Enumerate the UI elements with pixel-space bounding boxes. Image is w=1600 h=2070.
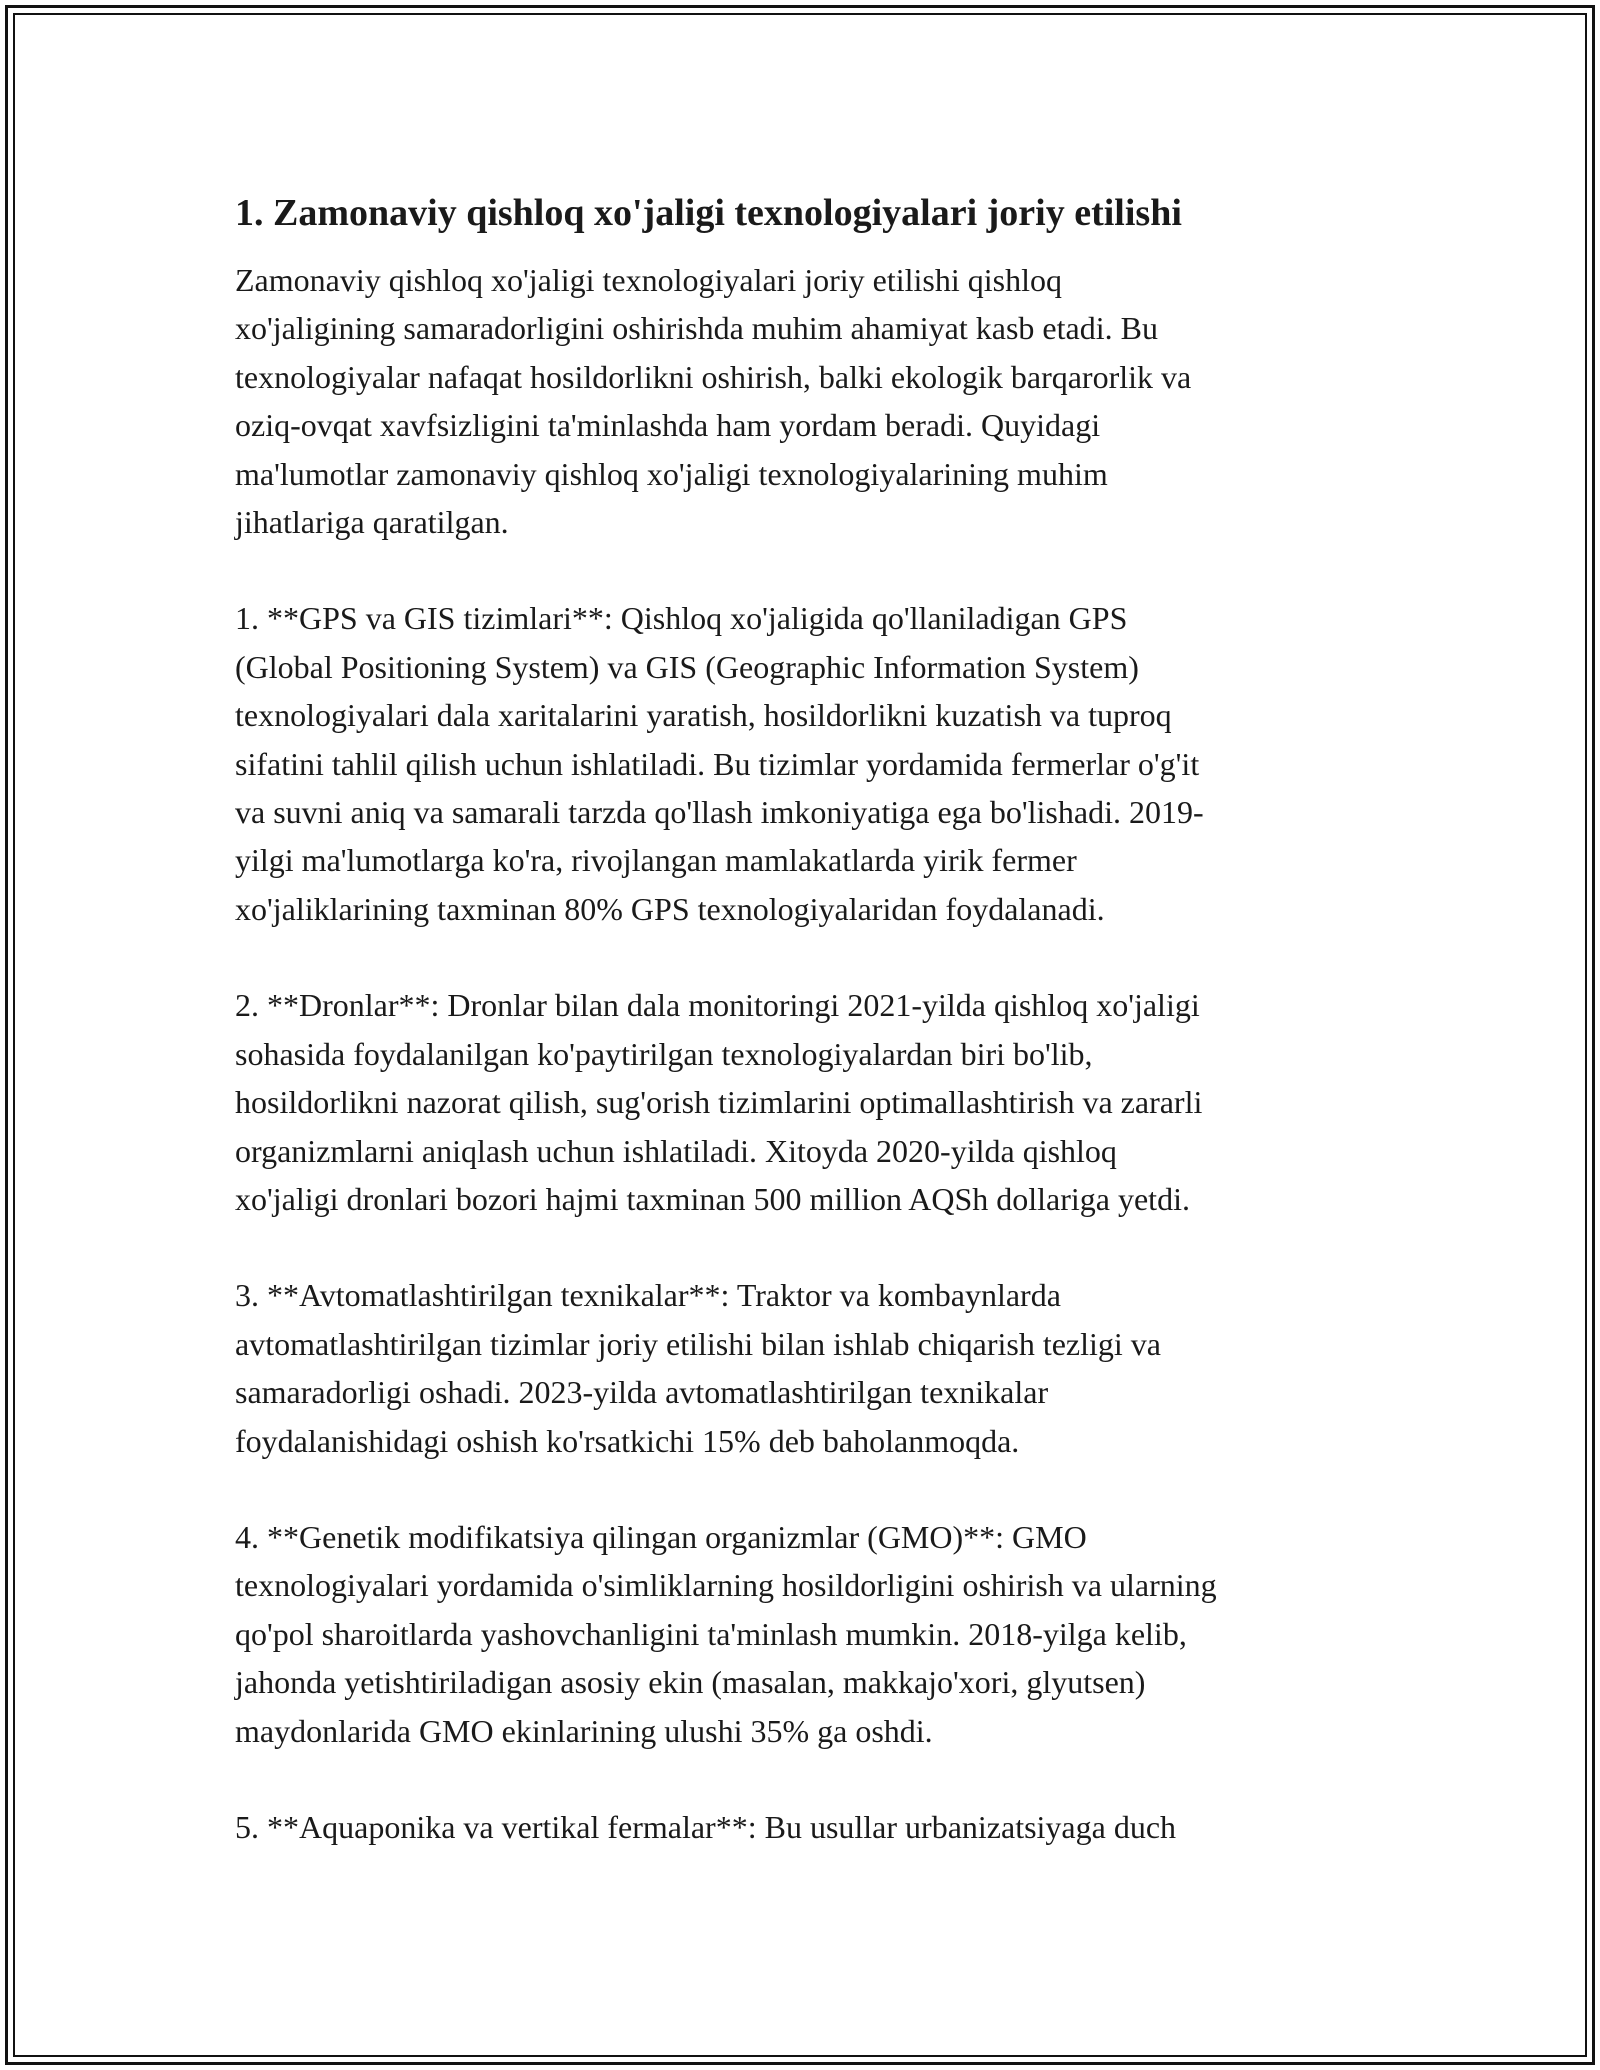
text-line: 1. **GPS va GIS tizimlari**: Qishloq xo'jaligida qo'llaniladigan GPS [235,600,1128,637]
item-automation [235,1271,1385,1465]
text-line: xo'jaligi dronlari bozori hajmi taxminan 500 million AQSh dollariga yetdi. [235,1180,1190,1217]
item-gmo [235,1513,1385,1755]
text-line: yilgi ma'lumotlarga ko'ra, rivojlangan mamlakatlarda yirik fermer [235,842,1077,879]
item-gps-gis [235,594,1385,933]
text-line: foydalanishidagi oshish ko'rsatkichi 15% deb baholanmoqda. [235,1422,1020,1459]
text-line: xo'jaliklarining taxminan 80% GPS texnologiyalaridan foydalanadi. [235,890,1105,927]
text-line: qo'pol sharoitlarda yashovchanligini ta'minlash mumkin. 2018-yilga kelib, [235,1615,1187,1652]
text-line: maydonlarida GMO ekinlarining ulushi 35% ga oshdi. [235,1712,933,1749]
text-line: 5. **Aquaponika va vertikal fermalar**: Bu usullar urbanizatsiyaga duch [235,1808,1177,1845]
text-line: texnologiyalar nafaqat hosildorlikni oshirish, balki ekologik barqarorlik va [235,358,1192,395]
text-line: 4. **Genetik modifikatsiya qilingan organizmlar (GMO)**: GMO [235,1518,1087,1555]
text-line: jahonda yetishtiriladigan asosiy ekin (masalan, makkajo'xori, glyutsen) [235,1664,1146,1701]
text-line: sohasida foydalanilgan ko'paytirilgan texnologiyalardan biri bo'lib, [235,1035,1093,1072]
text-line: jihatlariga qaratilgan. [235,504,509,541]
document-body [235,188,1385,1899]
document-title: 1. Zamonaviy qishloq xo'jaligi texnologiyalari joriy etilishi [235,192,1182,234]
text-line: va suvni aniq va samarali tarzda qo'llash imkoniyatiga ega bo'lishadi. 2019- [235,794,1204,831]
text-line: oziq-ovqat xavfsizligini ta'minlashda ham yordam beradi. Quyidagi [235,407,1101,444]
text-line: sifatini tahlil qilish uchun ishlatiladi. Bu tizimlar yordamida fermerlar o'g'it [235,745,1200,782]
text-line: texnologiyalari dala xaritalarini yaratish, hosildorlikni kuzatish va tuproq [235,697,1172,734]
text-line: texnologiyalari yordamida o'simliklarning hosildorligini oshirish va ularning [235,1567,1217,1604]
text-line: Zamonaviy qishloq xo'jaligi texnologiyalari joriy etilishi qishloq [235,262,1062,298]
text-line: samaradorligi oshadi. 2023-yilda avtomatlashtirilgan texnikalar [235,1374,1049,1411]
item-aquaponics [235,1803,1385,1851]
item-drones [235,981,1385,1223]
text-line: (Global Positioning System) va GIS (Geographic Information System) [235,648,1139,685]
text-line: ma'lumotlar zamonaviy qishloq xo'jaligi texnologiyalarining muhim [235,455,1108,492]
text-line: xo'jaligining samaradorligini oshirishda muhim ahamiyat kasb etadi. Bu [235,310,1158,347]
text-line: hosildorlikni nazorat qilish, sug'orish tizimlarini optimallashtirish va zararli [235,1084,1203,1121]
text-line: avtomatlashtirilgan tizimlar joriy etilishi bilan ishlab chiqarish tezligi va [235,1325,1161,1362]
text-line: 3. **Avtomatlashtirilgan texnikalar**: Traktor va kombaynlarda [235,1277,1061,1314]
text-line: organizmlarni aniqlash uchun ishlatiladi. Xitoyda 2020-yilda qishloq [235,1132,1117,1169]
intro-paragraph [235,256,1385,546]
text-line: 2. **Dronlar**: Dronlar bilan dala monitoringi 2021-yilda qishloq xo'jaligi [235,987,1200,1024]
